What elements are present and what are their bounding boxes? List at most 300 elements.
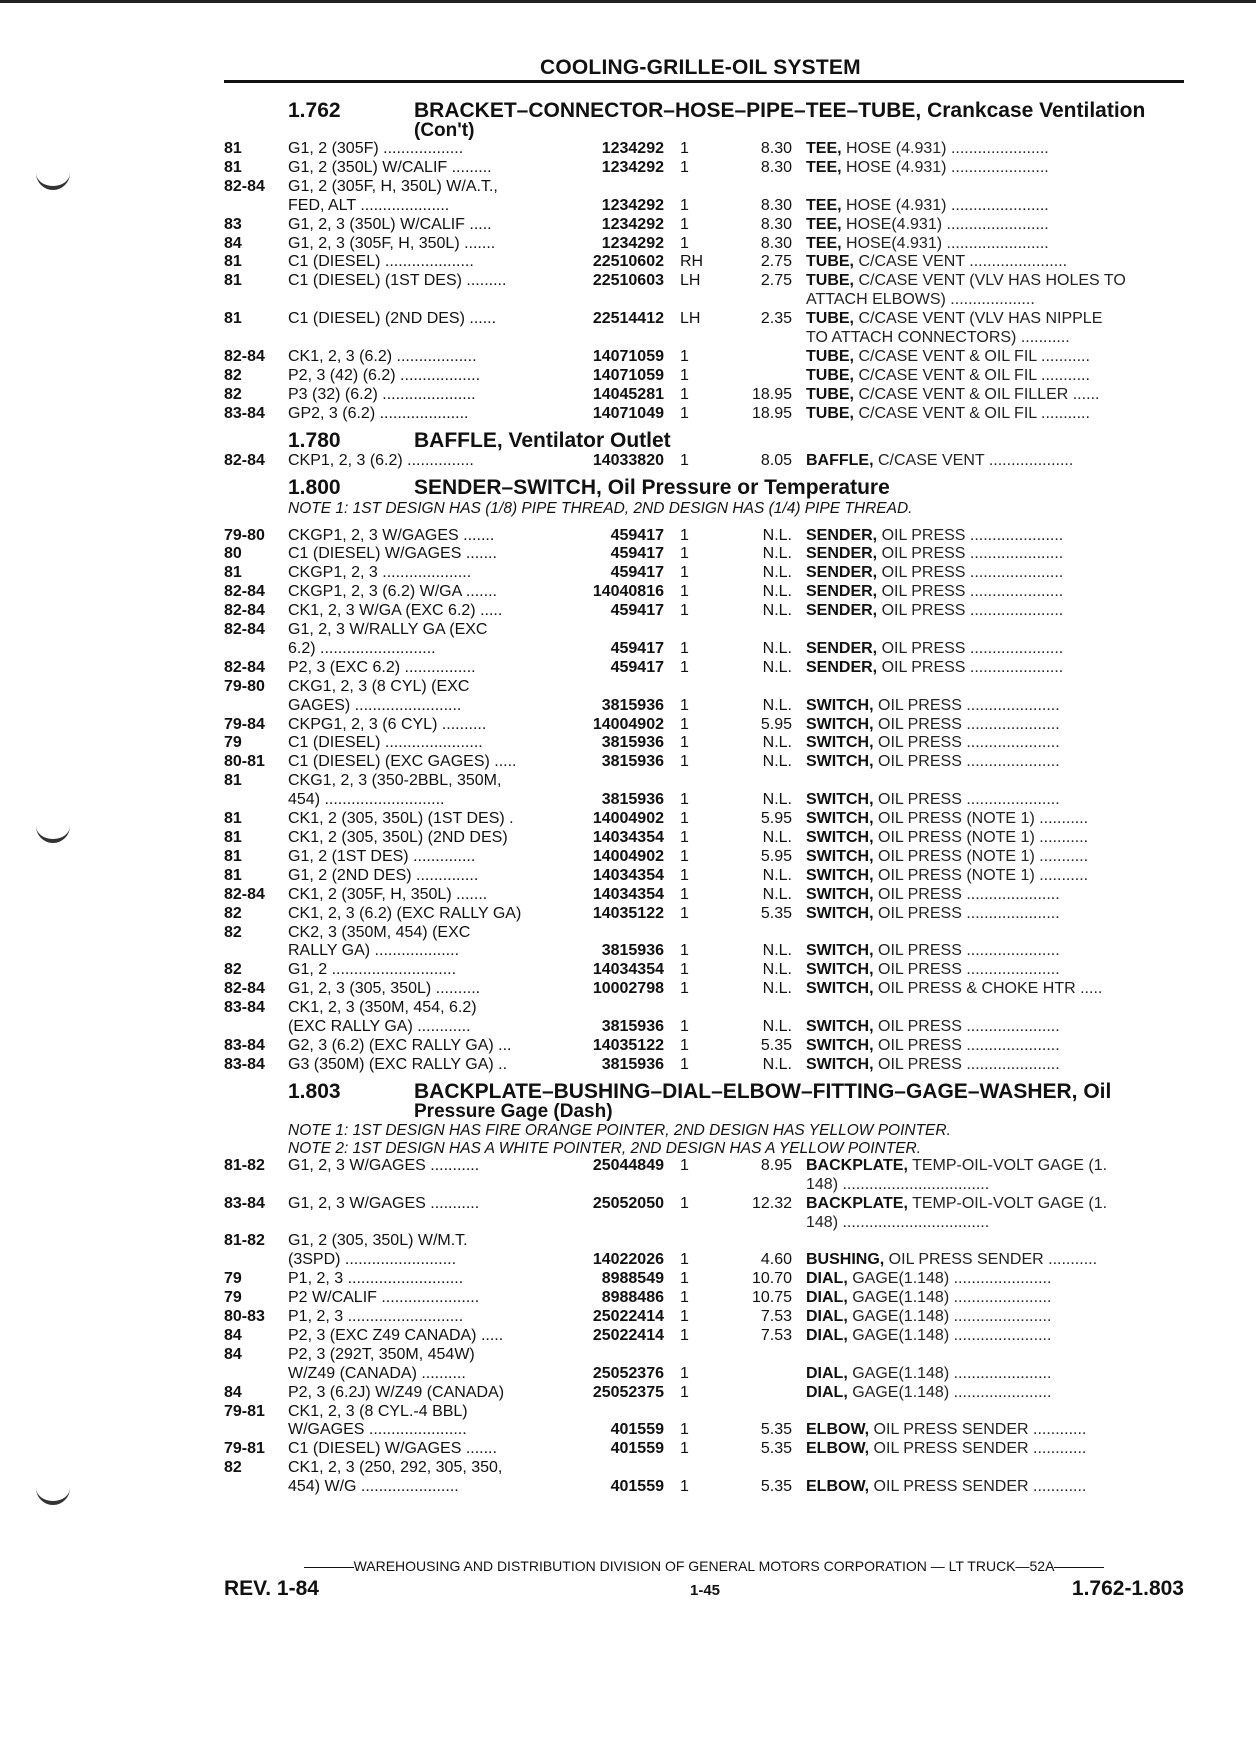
part-detail: GAGE(1.148) ...................... <box>847 1364 1052 1382</box>
binder-hole-mark <box>36 170 70 190</box>
quantity: 1 <box>680 1251 689 1269</box>
quantity: LH <box>680 310 701 328</box>
model-year: 79-81 <box>224 1440 265 1458</box>
price: 2.75 <box>760 253 792 271</box>
model-year: 82 <box>224 904 242 922</box>
part-name: SENDER, <box>806 526 878 544</box>
price: N.L. <box>762 564 792 582</box>
model-year: 84 <box>224 1345 242 1363</box>
parts-row <box>224 564 1184 583</box>
part-name: TUBE, <box>806 366 854 384</box>
part-number: 401559 <box>610 1440 664 1458</box>
section-number: 1.803 <box>288 1079 341 1103</box>
part-detail: OIL PRESS ..................... <box>877 564 1064 582</box>
part-description <box>806 961 1184 980</box>
model-year <box>224 791 288 810</box>
part-name: SWITCH, <box>806 961 874 979</box>
model-application: G1, 2, 3 (350L) W/CALIF ..... <box>288 215 492 233</box>
quantity: 1 <box>680 1440 689 1458</box>
price: 5.35 <box>760 904 792 922</box>
part-description <box>806 1459 1184 1478</box>
binder-hole-mark <box>36 823 70 843</box>
quantity: 1 <box>680 639 689 657</box>
part-description <box>806 386 1184 405</box>
model-application: 454) ........................... <box>288 791 445 809</box>
quantity: 1 <box>680 961 689 979</box>
section-title-desc: Oil Pressure or Temperature <box>601 475 890 499</box>
quantity: 1 <box>680 734 689 752</box>
model-year: 79-80 <box>224 677 265 695</box>
model-year: 81 <box>224 810 242 828</box>
part-description <box>806 1157 1184 1176</box>
part-detail: C/CASE VENT & OIL FILLER ...... <box>854 385 1100 403</box>
part-number <box>568 1346 674 1365</box>
part-number: 22514412 <box>592 310 664 328</box>
part-description <box>806 1289 1184 1308</box>
part-number: 25044849 <box>592 1156 664 1174</box>
model-application: W/Z49 (CANADA) .......... <box>288 1364 466 1382</box>
part-detail: C/CASE VENT (VLV HAS HOLES TO <box>854 272 1126 290</box>
footer-revision: REV. 1-84 <box>224 1577 319 1600</box>
model-application: CKGP1, 2, 3 .................... <box>288 564 472 582</box>
price: 8.30 <box>760 140 792 157</box>
part-detail: OIL PRESS ..................... <box>873 696 1060 714</box>
part-number: 10002798 <box>592 980 664 998</box>
model-year <box>224 1214 288 1233</box>
model-year: 82 <box>224 366 242 384</box>
part-description <box>806 348 1184 367</box>
parts-row <box>224 791 1184 810</box>
model-application: G1, 2, 3 W/GAGES ........... <box>288 1194 480 1212</box>
part-description <box>806 999 1184 1018</box>
part-name: SWITCH, <box>806 904 874 922</box>
price: N.L. <box>762 753 792 771</box>
price: N.L. <box>762 885 792 903</box>
parts-row <box>224 178 1184 197</box>
model-year: 82-84 <box>224 177 265 195</box>
part-name: TEE, <box>806 215 842 233</box>
section-title-main: BRACKET–CONNECTOR–HOSE–PIPE–TEE–TUBE, <box>414 99 922 122</box>
part-detail: OIL PRESS ..................... <box>873 791 1060 809</box>
quantity: 1 <box>680 829 689 846</box>
model-application: G1, 2, 3 W/RALLY GA (EXC <box>288 621 488 639</box>
part-name: TUBE, <box>806 310 854 328</box>
part-description <box>806 810 1184 829</box>
part-number: 25052050 <box>592 1194 664 1212</box>
part-description <box>806 602 1184 621</box>
model-year: 79-81 <box>224 1402 265 1420</box>
quantity: 1 <box>680 1326 689 1344</box>
parts-row <box>224 291 1184 310</box>
part-name: ELBOW, <box>806 1440 870 1458</box>
model-year: 79-84 <box>224 715 265 733</box>
part-name: SENDER, <box>806 564 878 582</box>
part-name: ELBOW, <box>806 1421 870 1439</box>
parts-row <box>224 1346 1184 1365</box>
model-year: 82-84 <box>224 347 265 365</box>
model-year <box>224 1251 288 1270</box>
part-name: SENDER, <box>806 545 878 563</box>
model-year <box>224 1176 288 1195</box>
section-title <box>414 100 1184 140</box>
model-application: G3 (350M) (EXC RALLY GA) .. <box>288 1055 508 1073</box>
price: N.L. <box>762 791 792 809</box>
quantity: 1 <box>680 1156 689 1174</box>
price: N.L. <box>762 734 792 752</box>
part-name: TEE, <box>806 234 842 252</box>
quantity <box>674 1459 720 1478</box>
part-number: 14035122 <box>592 1036 664 1054</box>
model-application: CK1, 2, 3 W/GA (EXC 6.2) ..... <box>288 602 503 620</box>
part-name: DIAL, <box>806 1289 848 1307</box>
quantity: 1 <box>680 1289 689 1307</box>
part-number: 8988549 <box>601 1270 664 1288</box>
section-heading <box>224 477 1184 499</box>
part-number: 25052375 <box>592 1383 664 1401</box>
quantity <box>674 772 720 791</box>
price: N.L. <box>762 696 792 714</box>
price: N.L. <box>762 1055 792 1073</box>
part-description <box>806 980 1184 999</box>
part-number: 14045281 <box>592 385 664 403</box>
model-year <box>224 942 288 961</box>
part-name: SENDER, <box>806 602 878 620</box>
part-number: 25022414 <box>592 1326 664 1344</box>
model-application: (3SPD) ......................... <box>288 1251 457 1269</box>
price: 8.30 <box>760 234 792 252</box>
model-application: G1, 2 (305F) .................. <box>288 140 464 157</box>
part-number: 3815936 <box>601 734 664 752</box>
price: 18.95 <box>751 385 792 403</box>
part-description <box>806 545 1184 564</box>
model-application: 454) W/G ...................... <box>288 1478 459 1496</box>
model-application: P2, 3 (EXC Z49 CANADA) ..... <box>288 1326 504 1344</box>
part-name: SWITCH, <box>806 791 874 809</box>
part-description <box>806 216 1184 235</box>
part-detail: HOSE(4.931) ....................... <box>841 234 1049 252</box>
part-number: 3815936 <box>601 1018 664 1036</box>
model-year: 82 <box>224 1459 242 1477</box>
part-name: BACKPLATE, <box>806 1156 908 1174</box>
part-description <box>806 1478 1184 1497</box>
parts-row <box>224 829 1184 848</box>
page-title: COOLING-GRILLE-OIL SYSTEM <box>540 56 861 79</box>
model-application: P2, 3 (EXC 6.2) ................ <box>288 658 476 676</box>
parts-row <box>224 140 1184 159</box>
part-number <box>568 291 674 310</box>
part-name: SWITCH, <box>806 810 874 828</box>
model-year <box>224 329 288 348</box>
price: N.L. <box>762 639 792 657</box>
part-name: TUBE, <box>806 272 854 290</box>
part-detail: OIL PRESS ..................... <box>873 753 1060 771</box>
model-year: 81 <box>224 158 242 176</box>
price: 5.35 <box>760 1421 792 1439</box>
model-application: C1 (DIESEL) W/GAGES ....... <box>288 545 497 563</box>
part-number: 14022026 <box>592 1251 664 1269</box>
model-application: CK1, 2, 3 (6.2) (EXC RALLY GA) <box>288 904 522 922</box>
quantity: 1 <box>680 158 689 176</box>
parts-row <box>224 1440 1184 1459</box>
section-number: 1.800 <box>288 475 341 499</box>
parts-row <box>224 1018 1184 1037</box>
model-application: CK1, 2 (305, 350L) (2ND DES) <box>288 829 508 846</box>
part-detail: OIL PRESS & CHOKE HTR ..... <box>873 980 1103 998</box>
part-description <box>806 329 1184 348</box>
model-year: 81 <box>224 272 242 290</box>
quantity: 1 <box>680 583 689 601</box>
part-description <box>806 621 1184 640</box>
part-description <box>806 1214 1184 1233</box>
parts-row <box>224 867 1184 886</box>
quantity: 1 <box>680 1308 689 1326</box>
model-year <box>224 1421 288 1440</box>
footer-publisher-text: WAREHOUSING AND DISTRIBUTION DIVISION OF GENERAL MOTORS CORPORATION — LT TRUCK—52A <box>353 1558 1055 1574</box>
model-year: 84 <box>224 234 242 252</box>
quantity: 1 <box>680 942 689 960</box>
part-number: 14071049 <box>592 404 664 422</box>
quantity: 1 <box>680 366 689 384</box>
parts-row <box>224 678 1184 697</box>
part-number: 14034354 <box>592 829 664 846</box>
model-application: CKGP1, 2, 3 (6.2) W/GA ....... <box>288 583 497 601</box>
parts-row <box>224 1459 1184 1478</box>
part-name: SENDER, <box>806 658 878 676</box>
part-description <box>806 178 1184 197</box>
section-title <box>414 430 1184 452</box>
part-name: SWITCH, <box>806 1036 874 1054</box>
section-note: NOTE 2: 1ST DESIGN HAS A WHITE POINTER, 2ND DESIGN HAS A YELLOW POINTER. <box>288 1139 922 1157</box>
model-year: 80-81 <box>224 753 265 771</box>
part-detail: GAGE(1.148) ...................... <box>847 1289 1052 1307</box>
quantity: 1 <box>680 404 689 422</box>
parts-row <box>224 810 1184 829</box>
parts-row <box>224 1478 1184 1497</box>
part-number: 22510602 <box>592 253 664 271</box>
price: 7.53 <box>760 1308 792 1326</box>
quantity: 1 <box>680 1194 689 1212</box>
model-application: C1 (DIESEL) (1ST DES) ......... <box>288 272 507 290</box>
price <box>720 1459 806 1478</box>
part-name: TUBE, <box>806 347 854 365</box>
part-name: SWITCH, <box>806 734 874 752</box>
price <box>720 348 806 367</box>
price: N.L. <box>762 1018 792 1036</box>
price <box>720 367 806 386</box>
parts-row <box>224 753 1184 772</box>
section-title <box>414 477 1184 499</box>
model-application: P2, 3 (6.2J) W/Z49 (CANADA) <box>288 1383 505 1401</box>
model-application: G2, 3 (6.2) (EXC RALLY GA) ... <box>288 1036 512 1054</box>
part-name: SWITCH, <box>806 1055 874 1073</box>
part-detail: TEMP-OIL-VOLT GAGE (1. <box>907 1156 1108 1174</box>
parts-row <box>224 545 1184 564</box>
part-description <box>806 1176 1184 1195</box>
price <box>720 329 806 348</box>
quantity: 1 <box>680 904 689 922</box>
model-application: C1 (DIESEL) W/GAGES ....... <box>288 1440 497 1458</box>
model-year: 79-80 <box>224 526 265 544</box>
part-description <box>806 583 1184 602</box>
part-number: 14040816 <box>592 583 664 601</box>
part-detail: OIL PRESS (NOTE 1) ........... <box>873 829 1089 846</box>
model-application: P3 (32) (6.2) ..................... <box>288 385 476 403</box>
model-application: FED, ALT .................... <box>288 196 450 214</box>
part-description <box>806 697 1184 716</box>
parts-row <box>224 848 1184 867</box>
model-year <box>224 1478 288 1497</box>
quantity: 1 <box>680 1478 689 1496</box>
price <box>720 1346 806 1365</box>
quantity: 1 <box>680 847 689 865</box>
quantity: 1 <box>680 347 689 365</box>
part-detail: OIL PRESS ..................... <box>873 715 1060 733</box>
part-number: 14034354 <box>592 866 664 884</box>
price <box>720 1365 806 1384</box>
part-number: 401559 <box>610 1478 664 1496</box>
part-description <box>806 772 1184 791</box>
parts-row <box>224 716 1184 735</box>
part-number <box>568 999 674 1018</box>
price: 10.75 <box>751 1289 792 1307</box>
part-name: BACKPLATE, <box>806 1194 908 1212</box>
part-detail: OIL PRESS ..................... <box>873 1018 1060 1036</box>
part-detail: OIL PRESS ..................... <box>873 904 1060 922</box>
footer-rule-right <box>1054 1567 1104 1568</box>
part-number: 459417 <box>610 639 664 657</box>
parts-row <box>224 348 1184 367</box>
part-detail: C/CASE VENT & OIL FIL ........... <box>854 366 1090 384</box>
part-detail: OIL PRESS ..................... <box>877 658 1064 676</box>
price <box>720 621 806 640</box>
quantity <box>674 924 720 943</box>
model-year: 84 <box>224 1326 242 1344</box>
parts-row <box>224 1289 1184 1308</box>
quantity: 1 <box>680 1383 689 1401</box>
model-application: G1, 2 (305, 350L) W/M.T. <box>288 1232 468 1250</box>
part-description <box>806 1403 1184 1422</box>
part-name: DIAL, <box>806 1270 848 1288</box>
part-description <box>806 235 1184 254</box>
price <box>720 1384 806 1403</box>
part-description <box>806 1308 1184 1327</box>
section-title <box>414 1081 1184 1121</box>
model-application <box>288 1214 568 1233</box>
parts-row <box>224 367 1184 386</box>
model-year: 84 <box>224 1383 242 1401</box>
price: 7.53 <box>760 1326 792 1344</box>
model-year <box>224 1365 288 1384</box>
part-number: 14071059 <box>592 347 664 365</box>
part-number <box>568 1176 674 1195</box>
model-application: P1, 2, 3 .......................... <box>288 1270 464 1288</box>
part-description <box>806 1270 1184 1289</box>
parts-listing <box>224 94 1184 1497</box>
part-number: 14035122 <box>592 904 664 922</box>
model-application: G1, 2, 3 W/GAGES ........... <box>288 1156 480 1174</box>
part-description <box>806 924 1184 943</box>
model-year: 83 <box>224 215 242 233</box>
parts-row <box>224 961 1184 980</box>
model-year: 81 <box>224 829 242 846</box>
part-number: 459417 <box>610 526 664 544</box>
parts-row <box>224 235 1184 254</box>
part-description <box>806 1327 1184 1346</box>
price: 8.30 <box>760 215 792 233</box>
quantity: 1 <box>680 810 689 828</box>
quantity: 1 <box>680 753 689 771</box>
part-description <box>806 1421 1184 1440</box>
part-description <box>806 640 1184 659</box>
model-application: G1, 2, 3 (305F, H, 350L) ....... <box>288 234 496 252</box>
model-year: 81 <box>224 866 242 884</box>
price: N.L. <box>762 829 792 846</box>
part-name: BAFFLE, <box>806 451 874 469</box>
part-name: SWITCH, <box>806 980 874 998</box>
part-number: 14071059 <box>592 366 664 384</box>
part-name: SWITCH, <box>806 866 874 884</box>
parts-row <box>224 905 1184 924</box>
model-application: P2 W/CALIF ...................... <box>288 1289 480 1307</box>
quantity <box>674 329 720 348</box>
part-name: TUBE, <box>806 385 854 403</box>
model-application: CK1, 2, 3 (8 CYL.-4 BBL) <box>288 1402 468 1420</box>
part-number <box>568 1459 674 1478</box>
section-title-continued: (Con't) <box>414 120 475 141</box>
part-name: SWITCH, <box>806 715 874 733</box>
price <box>720 999 806 1018</box>
parts-row <box>224 253 1184 272</box>
model-application: GAGES) ........................ <box>288 696 462 714</box>
parts-row <box>224 602 1184 621</box>
price <box>720 772 806 791</box>
quantity: 1 <box>680 602 689 620</box>
model-year: 82-84 <box>224 980 265 998</box>
price <box>720 924 806 943</box>
model-year: 81-82 <box>224 1156 265 1174</box>
part-number: 25052376 <box>592 1364 664 1382</box>
part-number: 1234292 <box>601 196 664 214</box>
part-detail: OIL PRESS SENDER ........... <box>884 1251 1098 1269</box>
parts-row <box>224 1365 1184 1384</box>
part-detail: OIL PRESS ..................... <box>873 942 1060 960</box>
part-description <box>806 829 1184 848</box>
footer-rule-left <box>304 1567 354 1568</box>
price: 8.05 <box>760 451 792 469</box>
model-application: G1, 2 (305F, H, 350L) W/A.T., <box>288 177 498 195</box>
parts-row <box>224 1421 1184 1440</box>
part-detail: TO ATTACH CONNECTORS) ........... <box>806 329 1070 347</box>
price: 2.75 <box>760 272 792 290</box>
parts-row <box>224 621 1184 640</box>
parts-row <box>224 772 1184 791</box>
part-detail: HOSE (4.931) ...................... <box>841 140 1049 157</box>
part-name: SWITCH, <box>806 847 874 865</box>
part-detail: C/CASE VENT & OIL FIL ........... <box>854 404 1090 422</box>
part-name: DIAL, <box>806 1308 848 1326</box>
part-description <box>806 1056 1184 1075</box>
header-rule <box>224 80 1184 83</box>
part-number: 14033820 <box>592 451 664 469</box>
part-number <box>568 621 674 640</box>
model-year <box>224 697 288 716</box>
part-name: DIAL, <box>806 1383 848 1401</box>
part-name: SWITCH, <box>806 885 874 903</box>
part-number: 14034354 <box>592 885 664 903</box>
section-title-main: BACKPLATE–BUSHING–DIAL–ELBOW–FITTING–GAGE–WASHER, Oil <box>414 1079 1112 1103</box>
quantity <box>674 999 720 1018</box>
price: N.L. <box>762 980 792 998</box>
